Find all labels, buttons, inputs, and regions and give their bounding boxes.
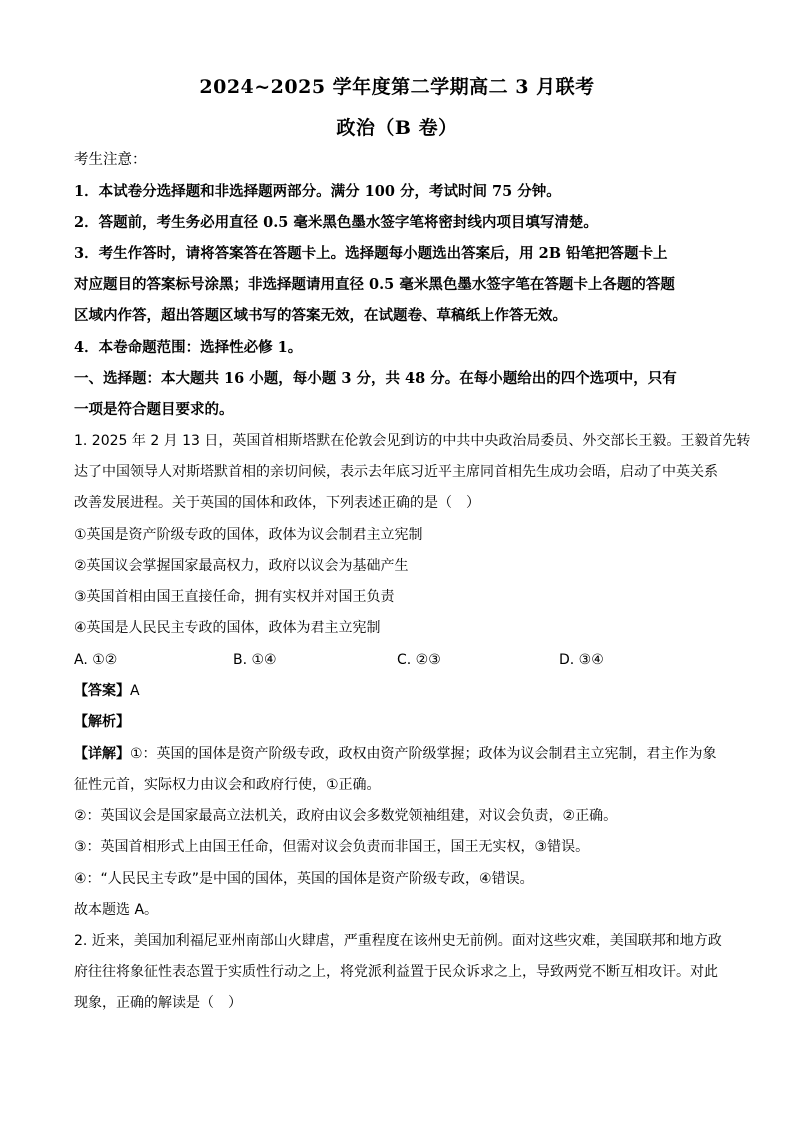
page-subtitle: 政治（B 卷） (336, 117, 458, 139)
q1-option-a: A. ①② (74, 652, 118, 668)
q1-detail-line-6: 故本题选 A。 (74, 902, 159, 918)
q1-option-c: C. ②③ (397, 652, 441, 668)
q1-option-b: B. ①④ (233, 652, 277, 668)
q1-statement-4: ④英国是人民民主专政的国体，政体为君主立宪制 (74, 620, 381, 636)
q1-detail-line-2: 征性元首，实际权力由议会和政府行使，①正确。 (74, 777, 381, 793)
q1-analysis-row (74, 712, 724, 732)
q1-detail-line-5: ④：“人民民主专政”是中国的国体，英国的国体是资产阶级专政，④错误。 (74, 871, 534, 887)
notice-item-3: 3．考生作答时，请将答案答在答题卡上。选择题每小题选出答案后，用 2B 铅笔把答题卡上 (74, 245, 668, 262)
q1-stem-line-2: 达了中国领导人对斯塔默首相的亲切问候，表示去年底习近平主席同首相先生成功会晤，启动了中英关系 (74, 464, 718, 480)
q1-statement-2: ②英国议会掌握国家最高权力，政府以议会为基础产生 (74, 558, 409, 574)
detail-tag: 【详解】 (74, 746, 130, 762)
q1-detail-line-3: ②：英国议会是国家最高立法机关，政府由议会多数党领袖组建，对议会负责，②正确。 (74, 808, 618, 824)
q1-detail-line-4: ③：英国首相形式上由国王任命，但需对议会负责而非国王，国王无实权，③错误。 (74, 839, 590, 855)
notice-item-3-cont-2: 区域内作答，超出答题区域书写的答案无效，在试题卷、草稿纸上作答无效。 (74, 307, 567, 324)
q1-answer-row (74, 681, 724, 701)
notice-heading: 考生注意： (74, 152, 147, 168)
notice-item-4: 4．本卷命题范围：选择性必修 1。 (74, 339, 303, 356)
q1-statement-3: ③英国首相由国王直接任命，拥有实权并对国王负责 (74, 589, 395, 605)
q1-statement-1: ①英国是资产阶级专政的国体，政体为议会制君主立宪制 (74, 527, 423, 543)
q2-stem-line-2: 府往往将象征性表态置于实质性行动之上，将党派利益置于民众诉求之上，导致两党不断互相攻讦。对此 (74, 964, 718, 980)
answer-tag: 【答案】 (74, 683, 130, 699)
section-heading-line-2: 一项是符合题目要求的。 (74, 401, 234, 418)
q1-stem-line-1: 1. 2025 年 2 月 13 日，英国首相斯塔默在伦敦会见到访的中共中央政治局委员、外交部长王毅。王毅首先转 (74, 433, 751, 449)
notice-item-1: 1．本试卷分选择题和非选择题两部分。满分 100 分，考试时间 75 分钟。 (74, 183, 561, 200)
answer-value: A (130, 683, 140, 699)
section-heading-line-1: 一、选择题：本大题共 16 小题，每小题 3 分，共 48 分。在每小题给出的四个选项中，只有 (74, 370, 677, 387)
q2-stem-line-3: 现象，正确的解读是（ ） (74, 995, 242, 1011)
analysis-tag: 【解析】 (74, 714, 130, 730)
q1-option-d: D. ③④ (559, 652, 604, 668)
q2-stem-line-1: 2. 近来，美国加利福尼亚州南部山火肆虐，严重程度在该州史无前例。面对这些灾难，美国联邦和地方政 (74, 933, 722, 949)
q1-detail-line-1 (74, 744, 724, 764)
detail-text: ①：英国的国体是资产阶级专政，政权由资产阶级掌握；政体为议会制君主立宪制，君主作为象 (130, 746, 717, 762)
notice-item-3-cont-1: 对应题目的答案标号涂黑；非选择题请用直径 0.5 毫米黑色墨水签字笔在答题卡上各题的答题 (74, 276, 675, 293)
page-title: 2024~2025 学年度第二学期高二 3 月联考 (199, 76, 595, 98)
notice-item-2: 2．答题前，考生务必用直径 0.5 毫米黑色墨水签字笔将密封线内项目填写清楚。 (74, 214, 598, 231)
q1-stem-line-3: 改善发展进程。关于英国的国体和政体，下列表述正确的是（ ） (74, 495, 480, 511)
